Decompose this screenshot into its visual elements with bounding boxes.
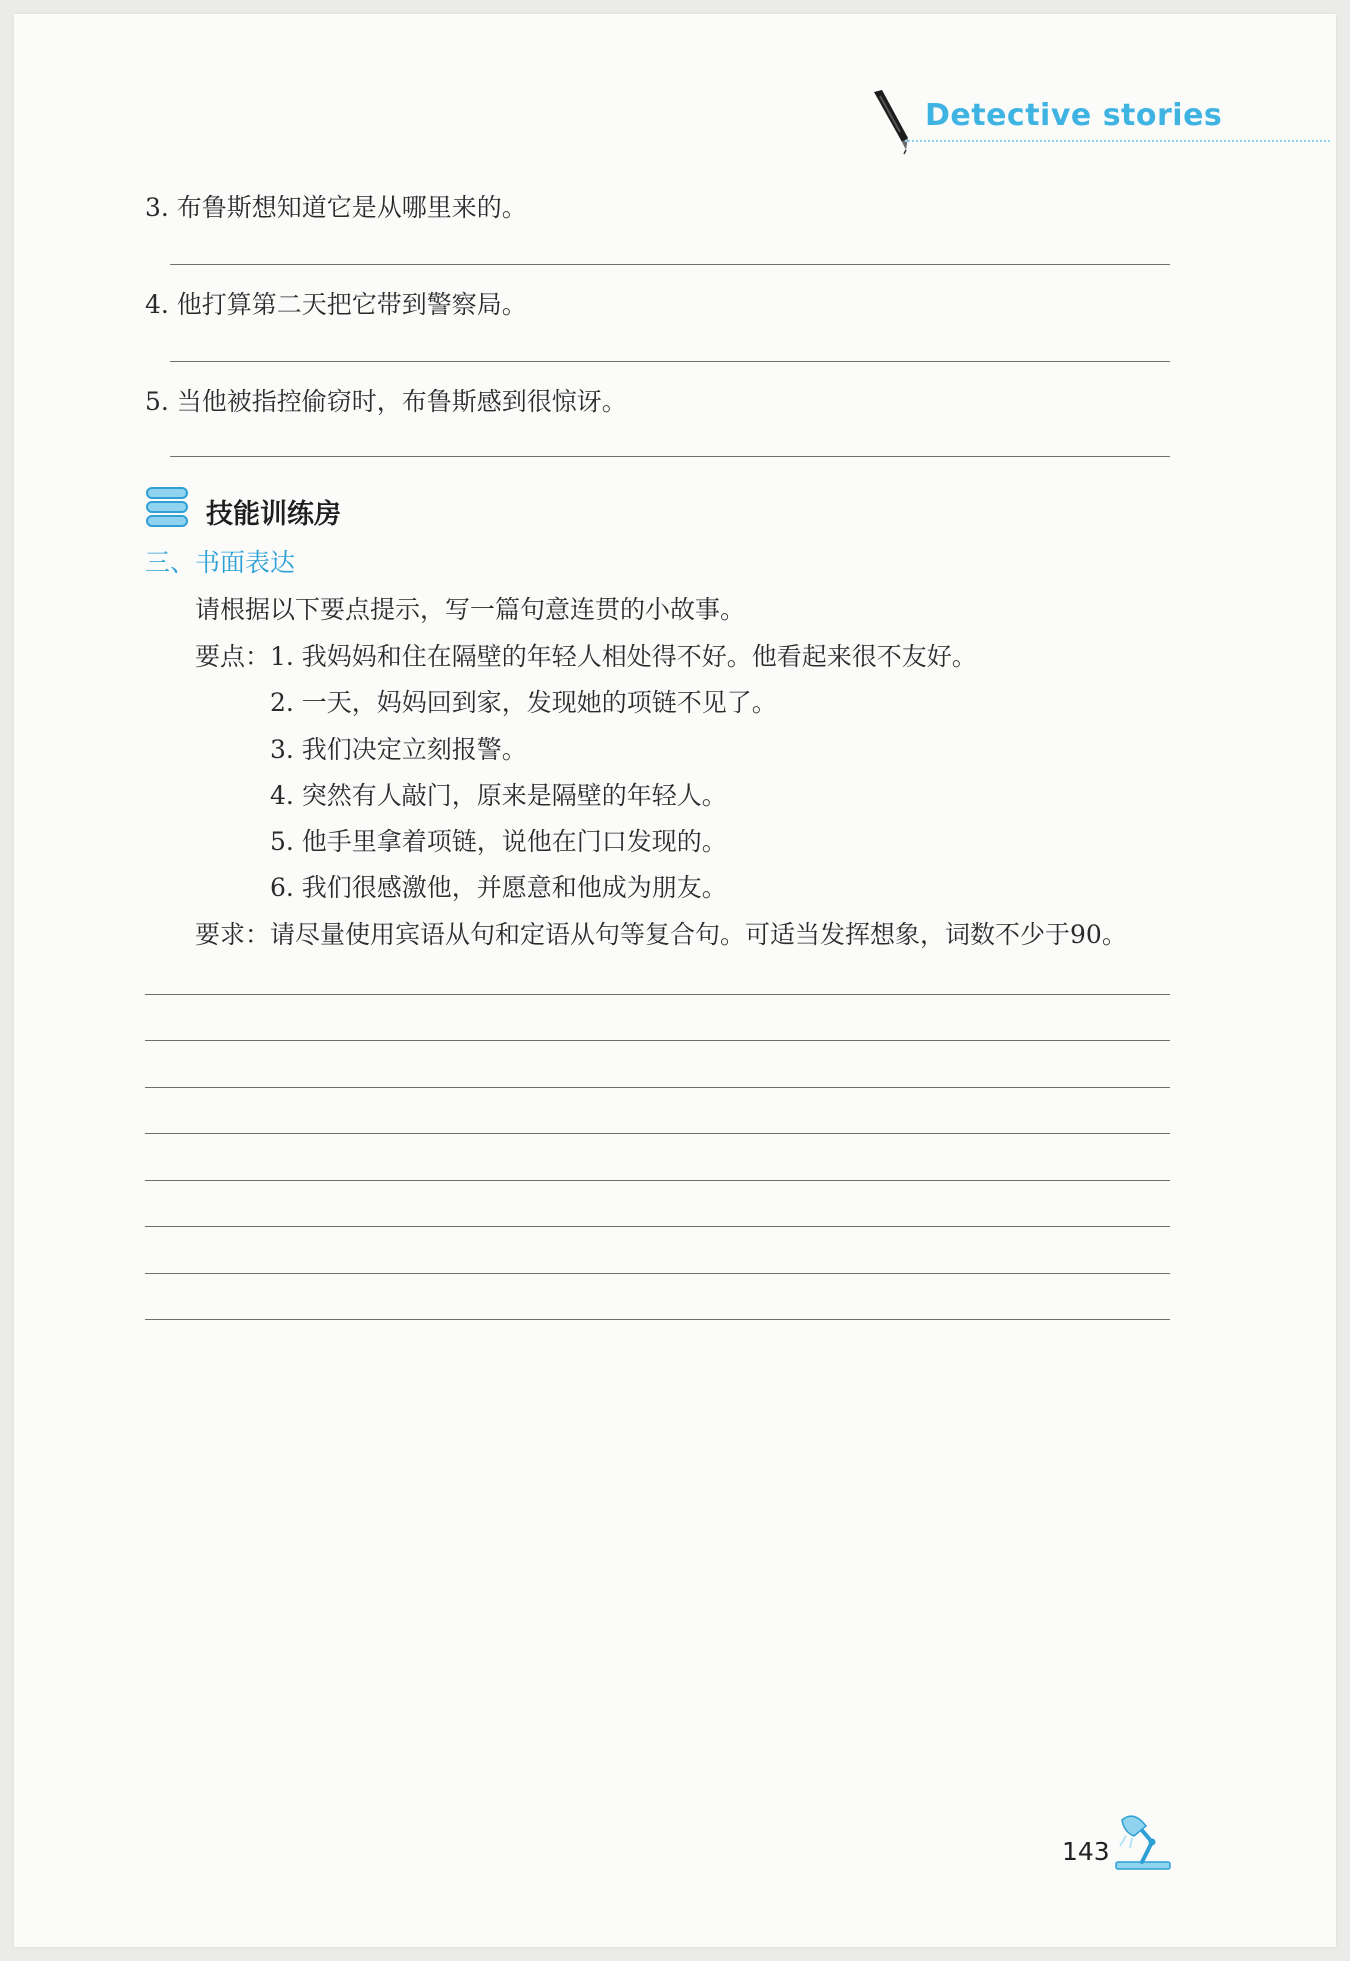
stacked-books-icon xyxy=(145,485,189,529)
point-1: 1. 我妈妈和住在隔壁的年轻人相处得不好。他看起来很不友好。 xyxy=(270,642,977,671)
writing-line-2[interactable] xyxy=(145,1040,1170,1041)
point-3: 3. 我们决定立刻报警。 xyxy=(270,735,527,764)
subheading: 三、书面表达 xyxy=(145,548,296,577)
instruction: 请根据以下要点提示，写一篇句意连贯的小故事。 xyxy=(195,595,746,624)
writing-line-8[interactable] xyxy=(145,1319,1170,1320)
question-4: 4. 他打算第二天把它带到警察局。 xyxy=(145,290,527,319)
answer-line-4[interactable] xyxy=(170,361,1170,362)
points-label: 要点： xyxy=(195,642,271,671)
writing-line-3[interactable] xyxy=(145,1087,1170,1088)
section-title: 技能训练房 xyxy=(206,499,341,530)
point-4: 4. 突然有人敲门，原来是隔壁的年轻人。 xyxy=(270,781,727,810)
writing-line-5[interactable] xyxy=(145,1180,1170,1181)
writing-line-4[interactable] xyxy=(145,1133,1170,1134)
header-rule xyxy=(905,140,1330,142)
writing-line-7[interactable] xyxy=(145,1273,1170,1274)
answer-line-5[interactable] xyxy=(170,456,1170,457)
point-6: 6. 我们很感激他，并愿意和他成为朋友。 xyxy=(270,873,727,902)
answer-line-3[interactable] xyxy=(170,264,1170,265)
writing-line-6[interactable] xyxy=(145,1226,1170,1227)
question-5: 5. 当他被指控偷窃时，布鲁斯感到很惊讶。 xyxy=(145,387,627,416)
desk-lamp-icon xyxy=(1112,1812,1174,1872)
requirement: 要求：请尽量使用宾语从句和定语从句等复合句。可适当发挥想象，词数不少于90。 xyxy=(195,920,1127,949)
point-5: 5. 他手里拿着项链，说他在门口发现的。 xyxy=(270,827,727,856)
page-number: 143 xyxy=(1062,1837,1110,1866)
question-3: 3. 布鲁斯想知道它是从哪里来的。 xyxy=(145,193,527,222)
point-2: 2. 一天，妈妈回到家，发现她的项链不见了。 xyxy=(270,688,777,717)
header-title: Detective stories xyxy=(925,98,1223,133)
writing-line-1[interactable] xyxy=(145,994,1170,995)
pen-icon xyxy=(868,88,914,156)
